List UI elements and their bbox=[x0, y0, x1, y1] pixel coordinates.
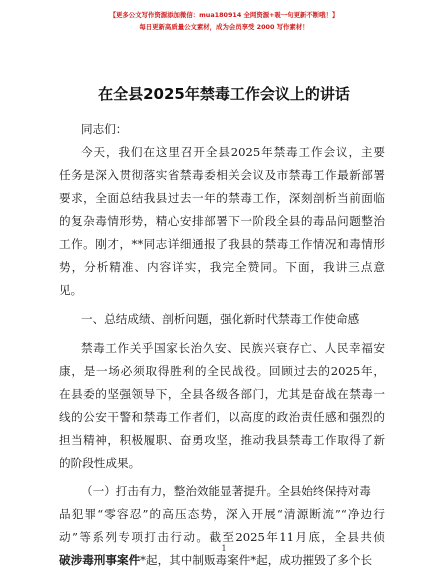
paragraph-line: 今天，我们在这里召开全县2025年禁毒工作会议，主要 bbox=[81, 145, 385, 159]
paragraph-line: 的阶段性成果。 bbox=[59, 456, 141, 470]
subsection-heading: （一）打击有力，整治效能显著提升。 bbox=[81, 484, 279, 498]
section-heading: 一、总结成绩、剖析问题，强化新时代禁毒工作使命感 bbox=[81, 312, 360, 326]
paragraph-line bbox=[59, 552, 372, 568]
salutation: 同志们： bbox=[81, 122, 128, 136]
paragraph-line: 势，分析精准、内容详实，我完全赞同。下面，我讲三点意 bbox=[59, 260, 385, 274]
paragraph-line: 见。 bbox=[59, 283, 83, 297]
page-number: 1 bbox=[221, 544, 227, 553]
promo-banner-line-1: 【更多公文写作资源添加微信：mua180914 全网资源+吸一句更新不断哦！】 bbox=[109, 11, 339, 19]
paragraph-line: 担当精神，积极履职、奋勇攻坚，推动我县禁毒工作取得了新 bbox=[59, 433, 385, 447]
paragraph-line: 要求，全面总结我县过去一年的禁毒工作，深刻剖析当前面临 bbox=[59, 191, 385, 205]
paragraph-line: 禁毒工作关乎国家长治久安、民族兴衰存亡、人民幸福安 bbox=[81, 341, 385, 355]
paragraph-line: 康，是一场必须取得胜利的全民战役。回顾过去的2025年， bbox=[59, 364, 385, 378]
subsection-line bbox=[81, 483, 371, 499]
paragraph-line: 在县委的坚强领导下，全县各级各部门，尤其是奋战在禁毒一 bbox=[59, 387, 385, 401]
document-title: 在全县2025年禁毒工作会议上的讲话 bbox=[98, 85, 350, 103]
promo-banner-line-2: 每日更新高质量公文素材，成为会员享受 2000 写作素材！ bbox=[139, 23, 309, 31]
bold-phrase: 破涉毒刑事案件 bbox=[59, 553, 141, 567]
paragraph-line: 动”等系列专项打击行动。截至2025年11月底，全县共侦 bbox=[59, 530, 385, 544]
paragraph-line: 品犯罪“零容忍”的高压态势，深入开展“清源断流”“净边行 bbox=[59, 507, 385, 521]
subsection-text: 全县始终保持对毒 bbox=[278, 484, 371, 498]
paragraph-line: 线的公安干警和禁毒工作者们，以高度的政治责任感和强烈的 bbox=[59, 410, 385, 424]
paragraph-text: *起，其中制贩毒案件*起，成功摧毁了多个长 bbox=[140, 553, 373, 567]
paragraph-line: 工作。刚才，**同志详细通报了我县的禁毒工作情况和毒情形 bbox=[59, 237, 385, 251]
paragraph-line: 的复杂毒情形势，精心安排部署下一阶段全县的毒品问题整治 bbox=[59, 214, 385, 228]
paragraph-line: 任务是深入贯彻落实省禁毒委相关会议及市禁毒工作最新部署 bbox=[59, 168, 385, 182]
